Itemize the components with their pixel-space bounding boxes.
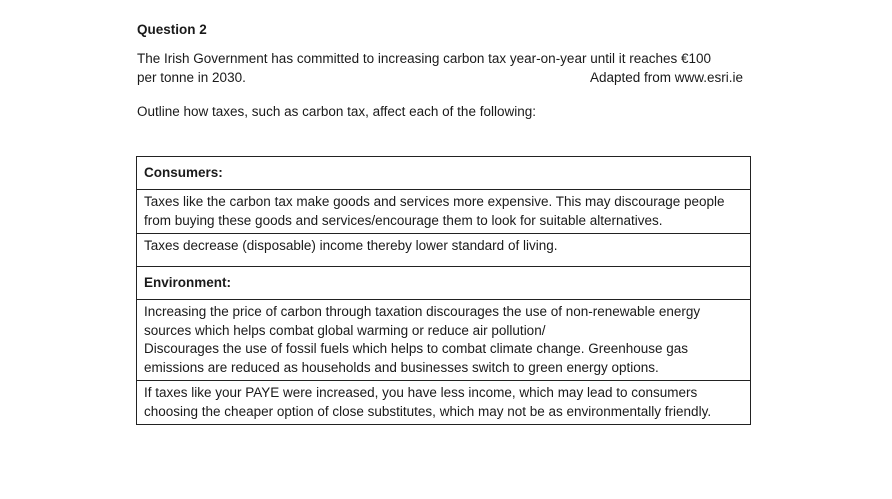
- intro-text-line-1: The Irish Government has committed to increasing carbon tax year-on-year until it reaches €100: [137, 51, 712, 66]
- environment-answer-1-part-2: Discourages the use of fossil fuels which helps to combat climate change. Greenhouse gas emissions are reduced as households and businesses switch to green energy options.: [144, 341, 689, 375]
- environment-answer-2: If taxes like your PAYE were increased, you have less income, which may lead to consumers choosing the cheaper option of close substitutes, which may not be as environmentally friendly.: [137, 381, 751, 425]
- consumers-answer-1: Taxes like the carbon tax make goods and services more expensive. This may discourage people from buying these goods and services/encourage them to look for suitable alternatives.: [137, 190, 751, 234]
- table-row: [137, 300, 751, 381]
- table-row: [137, 190, 751, 234]
- question-heading: Question 2: [137, 22, 207, 37]
- consumers-answer-2: Taxes decrease (disposable) income thereby lower standard of living.: [137, 234, 751, 267]
- intro-line-2: [137, 68, 743, 87]
- environment-header: Environment:: [137, 267, 751, 300]
- environment-answer-1: [137, 300, 751, 381]
- table-row: [137, 381, 751, 425]
- intro-text-line-2: per tonne in 2030.: [137, 70, 246, 85]
- source-attribution: Adapted from www.esri.ie: [589, 70, 743, 85]
- environment-answer-1-part-1: Increasing the price of carbon through taxation discourages the use of non-renewable energy sources which helps combat global warming or reduce air pollution/: [144, 304, 701, 338]
- consumers-header: Consumers:: [137, 157, 751, 190]
- table-row: [137, 157, 751, 190]
- answer-table: [136, 156, 751, 425]
- table-row: [137, 267, 751, 300]
- table-row: [137, 234, 751, 267]
- question-intro: [137, 49, 743, 87]
- question-prompt: Outline how taxes, such as carbon tax, affect each of the following:: [137, 104, 536, 119]
